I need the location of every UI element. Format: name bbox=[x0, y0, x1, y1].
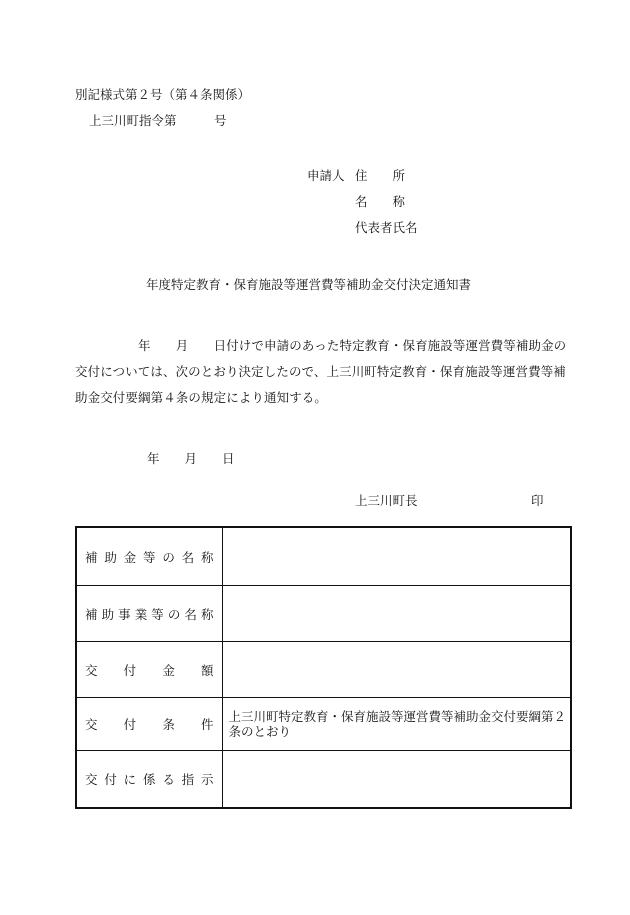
applicant-label: 申請人 bbox=[307, 168, 345, 183]
table-label-char: 金 bbox=[123, 549, 137, 565]
table-label-char: 付 bbox=[123, 662, 137, 678]
table-label-char: 等 bbox=[142, 549, 156, 565]
table-label-grant-conditions bbox=[76, 698, 222, 751]
table-value-project-name bbox=[222, 586, 571, 642]
table-label-char: る bbox=[162, 772, 175, 787]
table-label-char: 交 bbox=[85, 717, 98, 732]
table-label-char: 件 bbox=[200, 717, 214, 732]
table-row bbox=[76, 698, 571, 751]
table-label-char: 名 bbox=[181, 549, 195, 565]
table-label-char: 事 bbox=[118, 606, 131, 622]
table-value-grant-amount bbox=[222, 642, 571, 698]
table-label-grant-instructions bbox=[76, 751, 222, 809]
table-label-char: 付 bbox=[104, 772, 117, 787]
table-label-char: に bbox=[123, 772, 137, 787]
table-label-char: 助 bbox=[101, 606, 115, 622]
table-value-subsidy-name bbox=[222, 527, 571, 586]
table-row bbox=[76, 527, 571, 586]
table-label-char: 指 bbox=[181, 772, 195, 787]
table-label-char: 係 bbox=[142, 772, 156, 787]
table-label-subsidy-name bbox=[76, 527, 222, 586]
table-label-char: 補 bbox=[85, 549, 98, 565]
table-label-char: 額 bbox=[200, 662, 214, 678]
applicant-name-label: 名 称 bbox=[355, 194, 406, 209]
table-value-grant-instructions bbox=[222, 751, 571, 809]
directive-number: 上三川町指令第 号 bbox=[89, 113, 227, 128]
date-line: 年 月 日 bbox=[147, 451, 235, 466]
table-label-project-name bbox=[76, 586, 222, 642]
table-label-char: の bbox=[167, 606, 181, 622]
table-label-char: の bbox=[162, 549, 175, 565]
table-value-grant-conditions: 上三川町特定教育・保育施設等運営費等補助金交付要綱第２条のとおり bbox=[222, 698, 571, 751]
table-label-char: 付 bbox=[123, 717, 137, 732]
table-label-grant-amount bbox=[76, 642, 222, 698]
decision-table bbox=[75, 526, 572, 809]
body-paragraph: 年 月 日付けで申請のあった特定教育・保育施設等運営費等補助金の交付については、次のとおり決定したので、上三川町特定教育・保育施設等運営費等補助金交付要綱第４条の規定により通知する。 bbox=[75, 338, 567, 405]
table-row bbox=[76, 642, 571, 698]
table-label-char: 等 bbox=[151, 606, 164, 622]
seal-mark: 印 bbox=[531, 493, 544, 508]
form-label: 別記様式第２号（第４条関係） bbox=[75, 87, 251, 102]
table-label-char: 条 bbox=[162, 717, 175, 732]
table-row bbox=[76, 586, 571, 642]
table-label-char: 称 bbox=[200, 549, 214, 565]
table-label-char: 交 bbox=[85, 772, 98, 787]
table-label-char: 交 bbox=[85, 662, 98, 678]
applicant-address-label: 住 所 bbox=[355, 168, 406, 183]
table-label-char: 称 bbox=[200, 606, 214, 622]
issuer-name: 上三川町長 bbox=[355, 493, 418, 508]
applicant-representative-label: 代表者氏名 bbox=[355, 220, 418, 235]
document-title: 年度特定教育・保育施設等運営費等補助金交付決定通知書 bbox=[146, 277, 472, 292]
table-label-char: 名 bbox=[184, 606, 197, 622]
table-label-char: 示 bbox=[200, 772, 214, 787]
table-label-char: 補 bbox=[85, 606, 98, 622]
table-row bbox=[76, 751, 571, 809]
table-label-char: 金 bbox=[162, 662, 175, 678]
table-label-char: 助 bbox=[104, 549, 117, 565]
table-label-char: 業 bbox=[134, 606, 148, 622]
